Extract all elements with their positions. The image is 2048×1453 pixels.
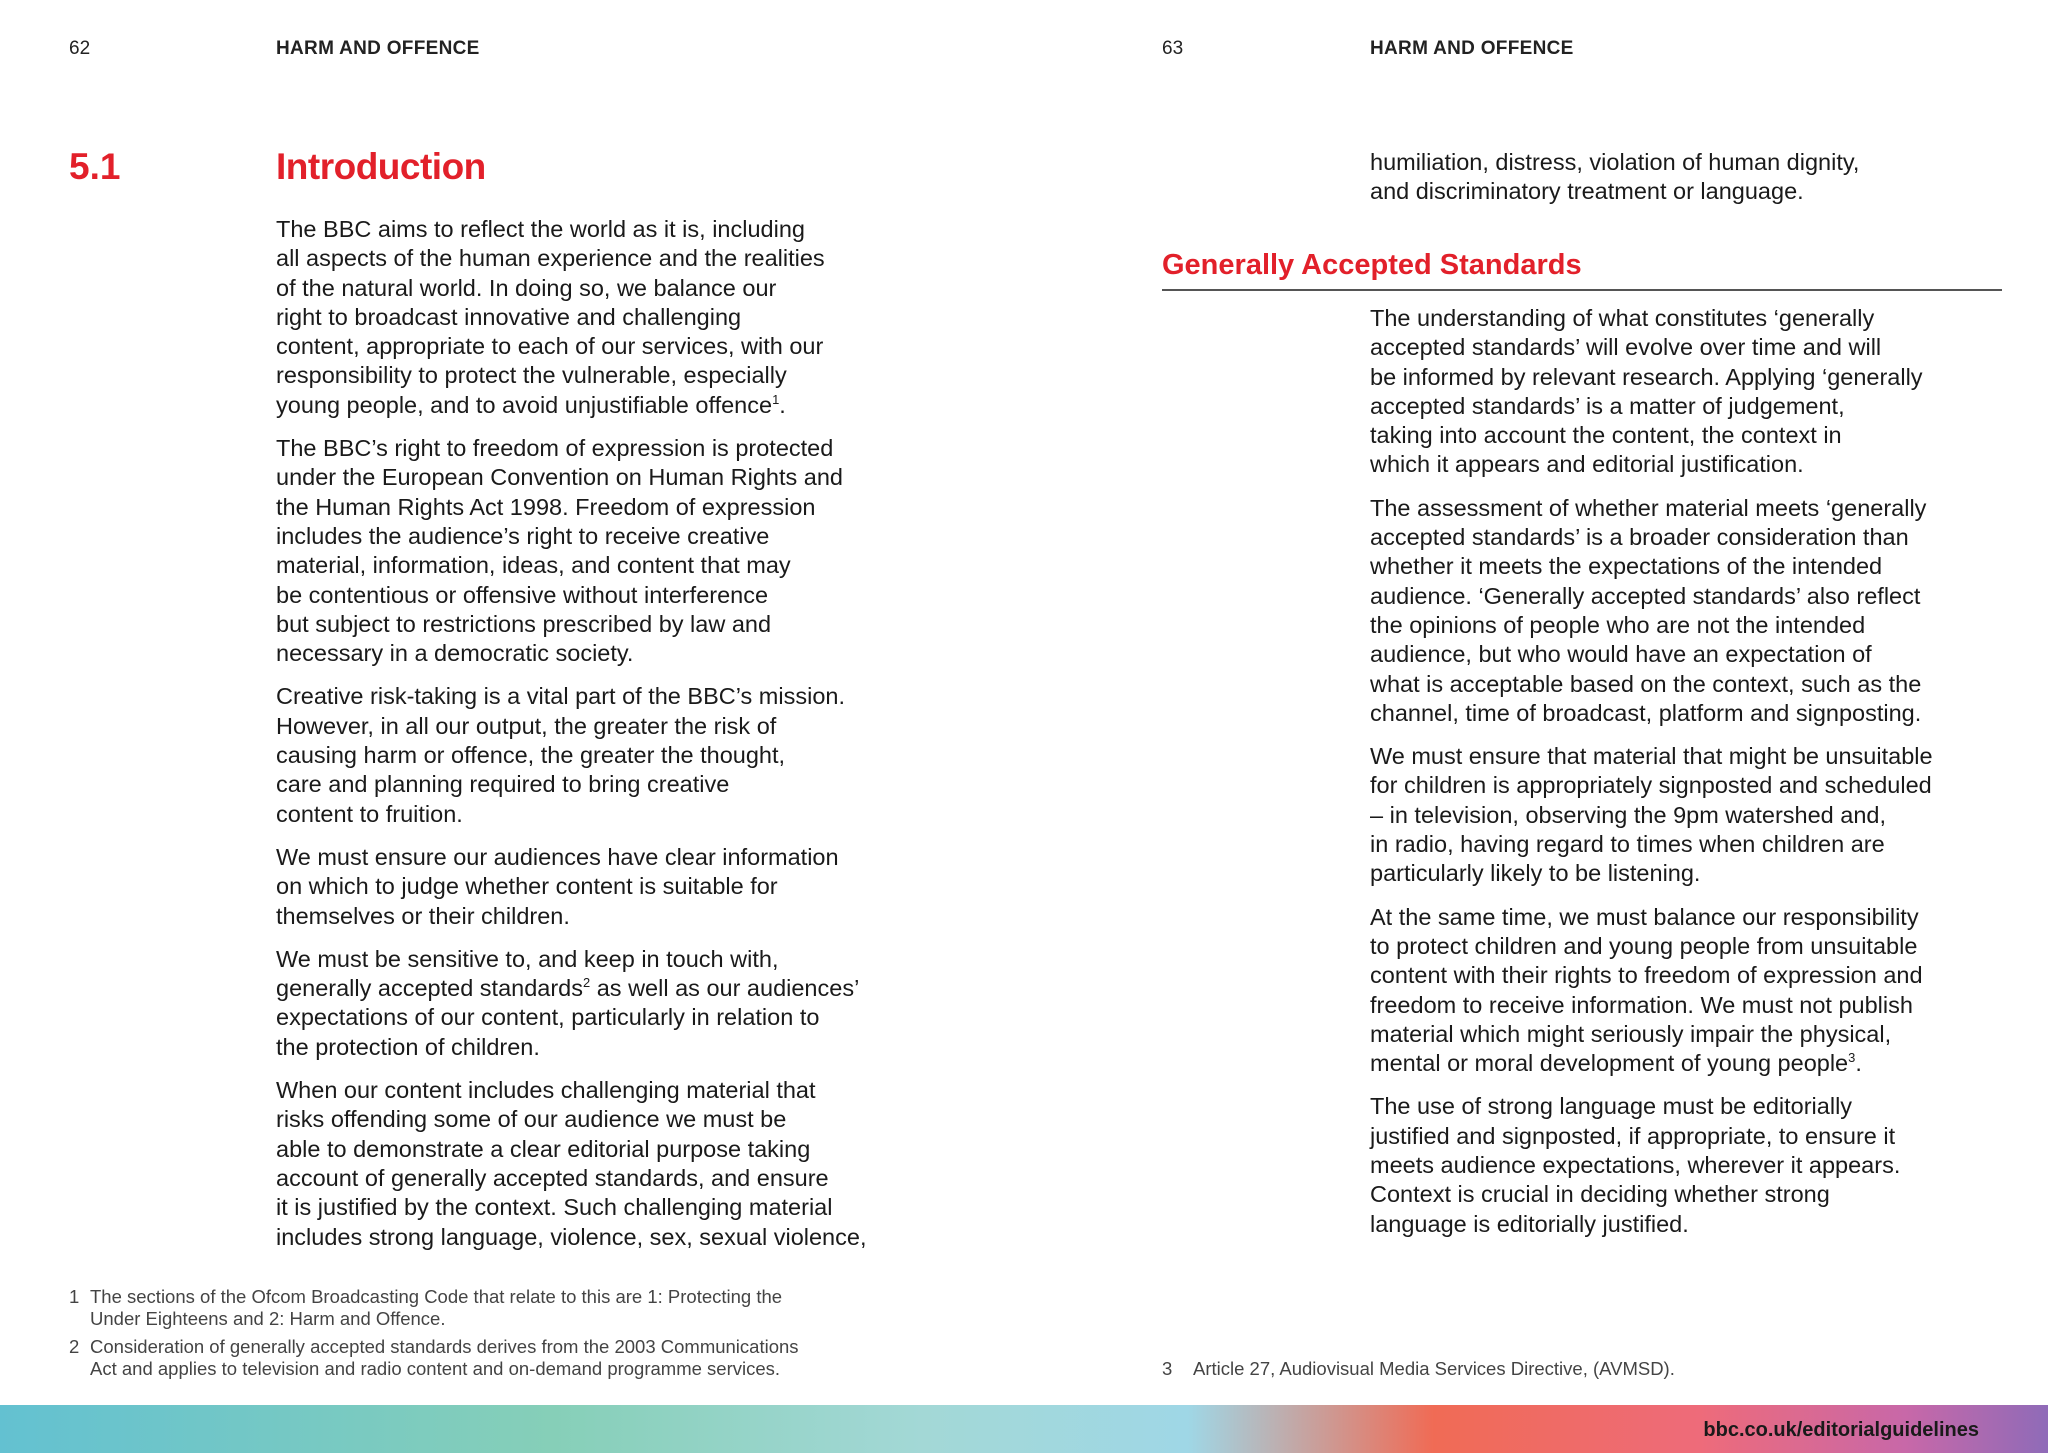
paragraph [276,843,1016,931]
text-line: audience, but who would have an expectation of [1370,641,1872,668]
text-line: The assessment of whether material meets ‘generally [1370,494,1927,521]
text-segment: . [779,391,786,418]
text-line [276,974,1016,1003]
text-line: account of generally accepted standards, and ensure [276,1164,829,1191]
body-text [1370,304,2030,1253]
footnote-mark: 1 [69,1286,80,1307]
body-text [276,215,1016,1266]
footnote-ref[interactable]: 3 [1848,1050,1856,1066]
text-line: content to fruition. [276,800,463,827]
text-line: Context is crucial in deciding whether strong [1370,1181,1830,1208]
text-line: the protection of children. [276,1033,540,1060]
left-page [0,0,1024,1405]
section-title: Introduction [276,146,486,187]
paragraph [276,215,1016,420]
text-segment: young people, and to avoid unjustifiable offence [276,391,773,418]
subheading: Generally Accepted Standards [1162,249,1582,281]
text-line: – in television, observing the 9pm watershed and, [1370,801,1887,828]
text-line: in radio, having regard to times when children are [1370,831,1885,858]
text-line: meets audience expectations, wherever it appears. [1370,1152,1901,1179]
text-line: the Human Rights Act 1998. Freedom of expression [276,493,816,520]
text-segment: generally accepted standards [276,975,584,1002]
right-page [1024,0,2048,1405]
text-line: risks offending some of our audience we must be [276,1106,787,1133]
text-line [1370,1049,2030,1078]
text-line: justified and signposted, if appropriate, to ensure it [1370,1122,1896,1149]
footnote-line: Act and applies to television and radio content and on-demand programme services. [90,1358,781,1379]
paragraph [276,682,1016,828]
footnote-line: Consideration of generally accepted standards derives from the 2003 Communications [90,1336,799,1357]
website-link[interactable]: bbc.co.uk/editorialguidelines [1703,1419,1979,1441]
text-line: but subject to restrictions prescribed by law and [276,610,772,637]
text-line: causing harm or offence, the greater the thought, [276,742,786,769]
text-line: on which to judge whether content is suitable for [276,873,778,900]
text-line: material which might seriously impair the physical, [1370,1020,1892,1047]
text-line: right to broadcast innovative and challenging [276,303,742,330]
chapter-title: HARM AND OFFENCE [1370,38,1574,59]
text-line: Creative risk-taking is a vital part of the BBC’s mission. [276,683,845,710]
text-line: freedom to receive information. We must not publish [1370,991,1913,1018]
footer-band [0,1405,2048,1453]
text-line: When our content includes challenging material that [276,1077,816,1104]
text-line: expectations of our content, particularly in relation to [276,1004,820,1031]
text-line: includes strong language, violence, sex, sexual violence, [276,1223,867,1250]
text-line: The use of strong language must be editorially [1370,1093,1853,1120]
paragraph [276,1076,1016,1252]
text-line: material, information, ideas, and content that may [276,552,791,579]
text-line: for children is appropriately signposted and scheduled [1370,772,1932,799]
paragraph [1370,903,2030,1079]
text-line: humiliation, distress, violation of human dignity, [1370,149,1860,175]
text-segment: mental or moral development of young people [1370,1050,1849,1077]
paragraph [1370,742,2030,888]
paragraph [276,434,1016,668]
text-line: channel, time of broadcast, platform and signposting. [1370,699,1922,726]
text-line: The BBC aims to reflect the world as it is, including [276,216,805,242]
text-line: taking into account the content, the context in [1370,422,1842,449]
text-line: At the same time, we must balance our responsibility [1370,903,1919,930]
text-line: We must be sensitive to, and keep in touch with, [276,945,779,972]
footnotes [69,1286,999,1386]
text-line: However, in all our output, the greater the risk of [276,712,777,739]
footnote-mark: 3 [1162,1358,1173,1379]
section-number: 5.1 [69,146,121,187]
text-line: the opinions of people who are not the intended [1370,611,1866,638]
page-number: 63 [1162,38,1184,59]
text-line: all aspects of the human experience and the realities [276,245,825,272]
text-line: whether it meets the expectations of the intended [1370,553,1883,580]
text-segment: . [1855,1050,1862,1077]
paragraph [276,945,1016,1062]
text-line: it is justified by the context. Such challenging material [276,1194,833,1221]
text-line: language is editorially justified. [1370,1210,1689,1237]
text-line: under the European Convention on Human Rights and [276,464,843,491]
paragraph [1370,1092,2030,1238]
text-line: We must ensure our audiences have clear information [276,843,839,870]
subheading-rule [1162,289,2002,291]
text-line: be informed by relevant research. Applying ‘generally [1370,363,1923,390]
text-line: accepted standards’ will evolve over time and will [1370,334,1882,361]
footnote [1162,1358,2012,1380]
text-line: content with their rights to freedom of expression and [1370,962,1923,989]
paragraph [1370,494,2030,728]
text-line: care and planning required to bring creative [276,771,730,798]
continued-text [1370,148,2030,221]
footnote-ref[interactable]: 2 [583,975,591,991]
footnote-mark: 2 [69,1336,80,1357]
text-line: necessary in a democratic society. [276,640,634,667]
footnote-ref[interactable]: 1 [772,391,780,407]
text-line: audience. ‘Generally accepted standards’ also reflect [1370,582,1921,609]
text-line: and discriminatory treatment or language. [1370,178,1804,205]
footnote [69,1286,999,1330]
text-line: what is acceptable based on the context, such as the [1370,670,1922,697]
text-line: The understanding of what constitutes ‘generally [1370,305,1875,331]
footnotes [1162,1358,2012,1386]
text-line: of the natural world. In doing so, we balance our [276,274,777,301]
chapter-title: HARM AND OFFENCE [276,38,480,59]
footnote-line: Article 27, Audiovisual Media Services Directive, (AVMSD). [1193,1358,1675,1379]
text-line: We must ensure that material that might be unsuitable [1370,743,1933,770]
text-segment: as well as our audiences’ [590,975,860,1002]
text-line: The BBC’s right to freedom of expression is protected [276,435,834,462]
text-line: which it appears and editorial justification. [1370,451,1804,478]
text-line: includes the audience’s right to receive creative [276,522,770,549]
footnote-line: The sections of the Ofcom Broadcasting Code that relate to this are 1: Protecting the [90,1286,783,1307]
text-line: accepted standards’ is a broader consideration than [1370,524,1909,551]
text-line: able to demonstrate a clear editorial purpose taking [276,1135,811,1162]
text-line: be contentious or offensive without interference [276,581,769,608]
text-line: responsibility to protect the vulnerable, especially [276,362,787,389]
text-line: to protect children and young people from unsuitable [1370,932,1918,959]
paragraph [1370,304,2030,480]
paragraph [1370,148,2030,207]
text-line: content, appropriate to each of our services, with our [276,333,824,360]
footnote [69,1336,999,1380]
text-line: accepted standards’ is a matter of judgement, [1370,392,1845,419]
text-line: themselves or their children. [276,902,570,929]
text-line: particularly likely to be listening. [1370,860,1701,887]
page-number: 62 [69,38,91,59]
text-line [276,391,1016,420]
footnote-line: Under Eighteens and 2: Harm and Offence. [90,1308,446,1329]
